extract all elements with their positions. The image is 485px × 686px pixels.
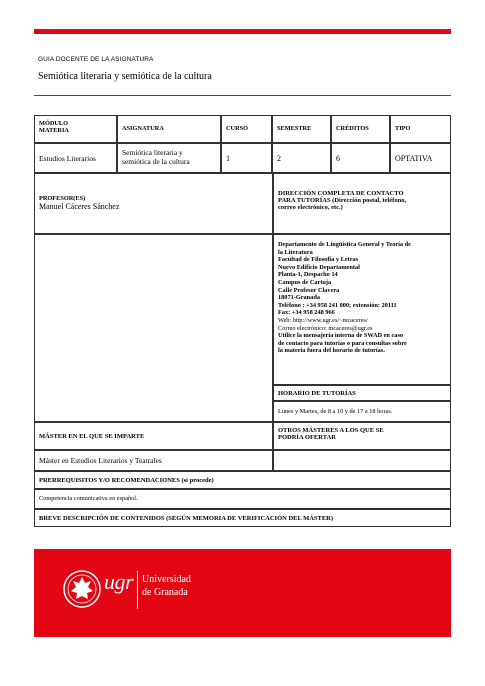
university-seal-icon: [62, 567, 102, 611]
profesor-label: PROFESOR(ES): [39, 195, 86, 202]
contact-phone: Teléfono : +34 958 241 000; extensión: 20111: [278, 301, 397, 309]
contact-line: Departamento de Lingüística General y Teoría de: [278, 241, 411, 248]
direccion-line1: DIRECCIÓN COMPLETA DE CONTACTO: [278, 190, 404, 197]
value-curso: 1: [221, 143, 272, 173]
master-value: Máster en Estudios Literarios y Teatrales: [34, 450, 273, 471]
direccion-line3: correo electrónico, etc.): [278, 204, 343, 211]
header-modulo: MÓDULO: [39, 120, 69, 127]
contact-fax: Fax: +34 958 248 966: [278, 309, 335, 317]
contact-line: Facultad de Filosofía y Letras: [278, 256, 359, 264]
horario-label: HORARIO DE TUTORÍAS: [273, 385, 451, 401]
ugr-logo-mark: ugr: [104, 569, 134, 594]
logo-divider: [137, 571, 138, 609]
university-name-line1: Universidad: [142, 574, 191, 585]
direccion-cell: [273, 173, 451, 234]
profesor-name: Manuel Cáceres Sánchez: [39, 202, 120, 211]
contact-line: Nuevo Edificio Departamental: [278, 263, 360, 271]
value-modulo-materia: Estudios Literarios: [34, 143, 117, 173]
header-modulo-materia: [34, 115, 117, 143]
top-accent-bar: [34, 29, 451, 34]
contact-line: la Literatura: [278, 248, 313, 256]
descripcion-label: BREVE DESCRIPCIÓN DE CONTENIDOS (SEGÚN MEMORIA DE VERIFICACIÓN DEL MÁSTER): [34, 509, 451, 527]
prerrequisitos-label: PRERREQUISITOS Y/O RECOMENDACIONES (si procede): [34, 471, 451, 489]
contact-line: 18071-Granada: [278, 294, 320, 302]
value-tipo: OPTATIVA: [390, 143, 451, 173]
prerrequisitos-value: Competencia comunicativa en español.: [34, 489, 451, 509]
title-divider: [34, 95, 451, 96]
horario-value: Lunes y Martes, de 8 a 10 y de 17 a 18 horas.: [273, 401, 451, 422]
contact-line: Planta-1, Despacho 14: [278, 271, 338, 279]
contact-note: Utilice la mensajería interna de SWAD en caso: [278, 332, 404, 340]
otros-masteres-label: [273, 422, 451, 450]
value-asignatura: [117, 143, 221, 173]
subject-title: Semiótica literaria y semiótica de la cultura: [38, 71, 212, 82]
otros-masteres-value: [273, 450, 451, 471]
value-semestre: 2: [272, 143, 331, 173]
contact-line: Calle Profesor Clavera: [278, 286, 340, 294]
header-creditos: CRÉDITOS: [331, 115, 390, 143]
contact-line: Campus de Cartuja: [278, 278, 332, 286]
header-materia: MATERIA: [39, 127, 69, 134]
value-asignatura-line2: semiótica de la cultura: [122, 157, 190, 166]
contact-note: la materia fuera del horario de tutorías.: [278, 347, 385, 355]
contact-email-link[interactable]: Correo electrónico: mcaceres@ugr.es: [278, 324, 373, 332]
header-semestre: SEMESTRE: [272, 115, 331, 143]
header-tipo: TIPO: [390, 115, 451, 143]
footer-brand-band: [34, 549, 451, 637]
contact-left-blank: [34, 234, 273, 422]
university-name: [142, 573, 191, 599]
contact-web-link[interactable]: Web: http://www.ugr.es/~mcaceres/: [278, 316, 368, 324]
header-asignatura: ASIGNATURA: [117, 115, 221, 143]
profesor-cell: [34, 173, 273, 234]
master-label: MÁSTER EN EL QUE SE IMPARTE: [34, 422, 273, 450]
otros-line1: OTROS MÁSTERES A LOS QUE SE: [278, 427, 384, 434]
header-curso: CURSO: [221, 115, 272, 143]
value-creditos: 6: [331, 143, 390, 173]
otros-line2: PODRÍA OFERTAR: [278, 434, 336, 441]
value-asignatura-line1: Semiótica literaria y: [122, 148, 183, 157]
direccion-line2: PARA TUTORÍAS (Dirección postal, teléfono,: [278, 197, 407, 204]
contact-note: de contacto para tutorías o para consultas sobre: [278, 339, 407, 347]
guide-label: GUIA DOCENTE DE LA ASIGNATURA: [38, 56, 154, 63]
university-name-line2: de Granada: [142, 587, 188, 598]
contact-details: [273, 234, 451, 385]
